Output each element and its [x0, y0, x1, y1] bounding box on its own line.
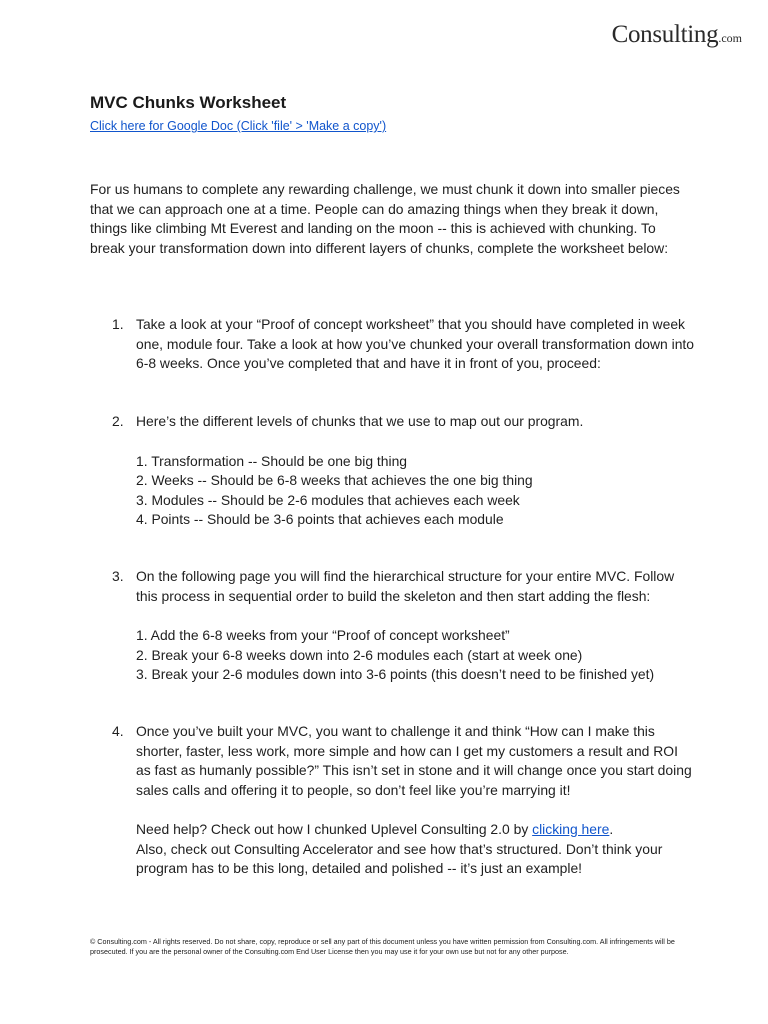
help-line-2: Also, check out Consulting Accelerator and see how that’s structured. Don’t think your program has to be this long, detailed and polished -- it’s just an example! [136, 840, 663, 876]
help-line [136, 820, 696, 840]
help-prefix: Need help? Check out how I chunked Uplevel Consulting 2.0 by [136, 821, 533, 837]
copyright-footer: © Consulting.com - All rights reserved. Do not share, copy, reproduce or sell any part of this document unless you have written permission from Consulting.com. All infringements will be prosecuted. If you are the personal owner of the Consulting.com End User License then you may use it for your own use but not for any other purpose. [90, 937, 675, 956]
list-item-text: Once you’ve built your MVC, you want to challenge it and think “How can I make this shorter, faster, less work, more simple and how can I get my customers a result and ROI as fast as humanly possible?” This isn’t set in stone and it will change once you start doing sales calls and offering it to people, so don’t feel like you’re marrying it! [136, 723, 692, 798]
list-item-number: 3. [112, 568, 124, 584]
page-title: MVC Chunks Worksheet [90, 93, 287, 112]
list-item-text: Here’s the different levels of chunks that we use to map out our program. [136, 413, 584, 429]
sub-item: 2. Break your 6-8 weeks down into 2-6 modules each (start at week one) [136, 646, 583, 663]
sub-item: 1. Transformation -- Should be one big thing [136, 452, 408, 469]
list-item-number: 2. [112, 413, 124, 429]
clicking-here-link[interactable]: clicking here [532, 821, 610, 837]
help-suffix: . [609, 821, 614, 837]
sub-item: 2. Weeks -- Should be 6-8 weeks that achieves the one big thing [136, 472, 533, 488]
sub-item: 4. Points -- Should be 3-6 points that achieves each module [136, 511, 504, 527]
sub-item: 3. Break your 2-6 modules down into 3-6 points (this doesn’t need to be finished yet) [136, 666, 655, 682]
google-doc-link[interactable]: Click here for Google Doc (Click 'file' > 'Make a copy') [90, 119, 387, 133]
sub-item: 3. Modules -- Should be 2-6 modules that achieves each week [136, 491, 520, 508]
list-item-text: Take a look at your “Proof of concept worksheet” that you should have completed in week one, module four. Take a look at how you’ve chunked your overall transformation down into 6-8 weeks. Once you’ve completed that and have it in front of you, proceed: [136, 316, 695, 371]
list-item-number: 4. [112, 723, 124, 739]
chunk-levels-list [136, 452, 696, 530]
consulting-logo [612, 22, 742, 47]
intro-paragraph: For us humans to complete any rewarding challenge, we must chunk it down into smaller pieces that we can approach one at a time. People can do amazing things when they break it down, things like climbing Mt Everest and landing on the moon -- this is achieved with chunking. To break your transformation down into different layers of chunks, complete the worksheet below: [90, 181, 680, 256]
list-item-text: On the following page you will find the hierarchical structure for your entire MVC. Follow this process in sequential order to build the skeleton and then start adding the flesh: [136, 568, 675, 604]
logo-suffix-text: .com [718, 31, 742, 45]
logo-main-text: Consulting [611, 21, 719, 48]
process-steps-list [136, 626, 696, 685]
sub-item: 1. Add the 6-8 weeks from your “Proof of concept worksheet” [136, 627, 510, 643]
list-item-number: 1. [112, 316, 124, 332]
